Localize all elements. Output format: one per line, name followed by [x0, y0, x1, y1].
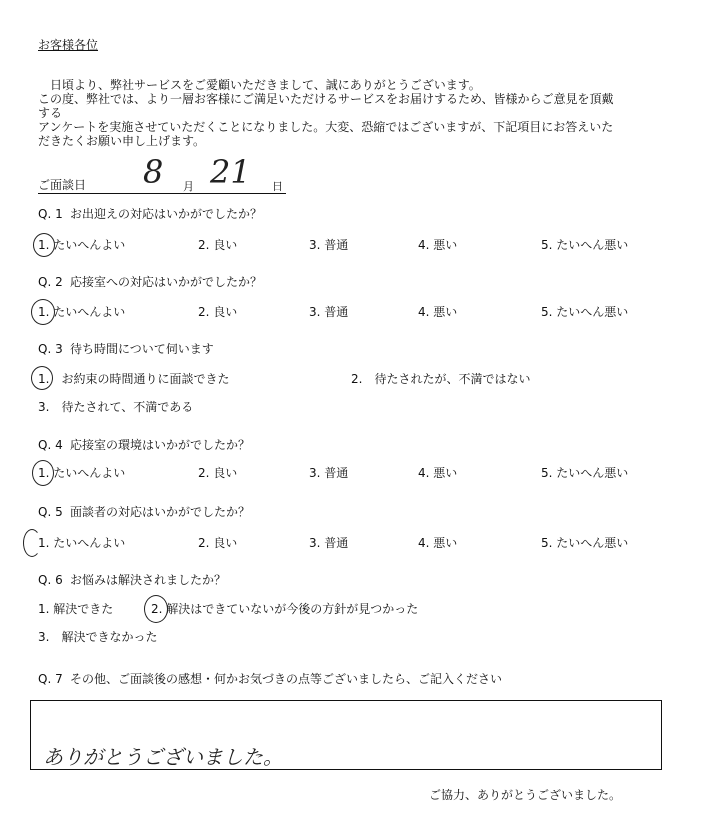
q6-selection-circle: [144, 595, 168, 623]
q6-option-2[interactable]: 2. 解決はできていないが今後の方針が見つかった: [151, 602, 419, 616]
q4-selection-circle: [32, 460, 54, 486]
question-text: その他、ご面談後の感想・何かお気づきの点等ございましたら、ご記入ください: [70, 672, 503, 686]
q6-option-3[interactable]: 3. 解決できなかった: [38, 630, 158, 644]
q3-option-3[interactable]: 3. 待たされて、不満である: [38, 400, 194, 414]
q2-option-1[interactable]: 1. たいへんよい: [38, 305, 126, 319]
q6-option-1[interactable]: 1. 解決できた: [38, 602, 114, 616]
q4-option-3[interactable]: 3. 普通: [309, 466, 349, 480]
q1-option-3[interactable]: 3. 普通: [309, 238, 349, 252]
q1-selection-circle: [33, 233, 55, 257]
q4-option-2[interactable]: 2. 良い: [198, 466, 238, 480]
question-text: お出迎えの対応はいかがでしたか？: [70, 207, 263, 221]
interview-date-underline: [38, 193, 286, 194]
question-text: 待ち時間について伺います: [70, 342, 214, 356]
q1-option-2[interactable]: 2. 良い: [198, 238, 238, 252]
question-number: Q. 5: [38, 505, 63, 519]
q2-option-4[interactable]: 4. 悪い: [418, 305, 458, 319]
question-number: Q. 6: [38, 573, 63, 587]
question-text: 応接室の環境はいかがでしたか？: [70, 438, 251, 452]
interview-day-unit: 日: [272, 180, 283, 193]
q4-option-5[interactable]: 5. たいへん悪い: [541, 466, 629, 480]
interview-month-unit: 月: [183, 180, 194, 193]
interview-month-value[interactable]: 8: [143, 153, 164, 191]
q4-option-1[interactable]: 1. たいへんよい: [38, 466, 126, 480]
footer-thanks: ご協力、ありがとうございました。: [429, 788, 622, 802]
intro-line-4: アンケートを実施させていただくことになりました。大変、恐縮ではございますが、下記項目にお答えいた: [38, 120, 614, 134]
q1-option-1[interactable]: 1. たいへんよい: [38, 238, 126, 252]
interview-date-label: ご面談日: [38, 178, 87, 192]
q1-option-5[interactable]: 5. たいへん悪い: [541, 238, 629, 252]
question-text: お悩みは解決されましたか？: [70, 573, 227, 587]
intro-line-1: 日頃より、弊社サービスをご愛顧いただきまして、誠にありがとうございます。: [38, 78, 481, 92]
q5-option-3[interactable]: 3. 普通: [309, 536, 349, 550]
q5-selection-circle: [23, 529, 41, 557]
q1-option-4[interactable]: 4. 悪い: [418, 238, 458, 252]
comment-handwritten-text: ありがとうございました。: [43, 745, 283, 769]
q5-option-5[interactable]: 5. たいへん悪い: [541, 536, 629, 550]
question-number: Q. 2: [38, 275, 63, 289]
question-number: Q. 1: [38, 207, 63, 221]
interview-day-value[interactable]: 21: [210, 153, 251, 191]
q2-selection-circle: [31, 299, 55, 325]
q2-option-5[interactable]: 5. たいへん悪い: [541, 305, 629, 319]
question-number: Q. 3: [38, 342, 63, 356]
question-number: Q. 4: [38, 438, 63, 452]
question-text: 応接室への対応はいかがでしたか？: [70, 275, 263, 289]
q2-option-3[interactable]: 3. 普通: [309, 305, 349, 319]
q5-option-1[interactable]: 1. たいへんよい: [38, 536, 126, 550]
q3-selection-circle: [31, 366, 53, 390]
intro-line-2: この度、弊社では、より一層お客様にご満足いただけるサービスをお届けするため、皆様からご意見を頂戴: [38, 92, 614, 106]
question-text: 面談者の対応はいかがでしたか？: [70, 505, 251, 519]
q5-option-2[interactable]: 2. 良い: [198, 536, 238, 550]
q3-option-1[interactable]: 1. お約束の時間通りに面談できた: [38, 372, 230, 386]
q5-option-4[interactable]: 4. 悪い: [418, 536, 458, 550]
intro-line-5: だきたくお願い申し上げます。: [38, 134, 206, 148]
page-title: お客様各位: [38, 38, 99, 52]
q4-option-4[interactable]: 4. 悪い: [418, 466, 458, 480]
q3-option-2[interactable]: 2. 待たされたが、不満ではない: [351, 372, 531, 386]
question-number: Q. 7: [38, 672, 63, 686]
q2-option-2[interactable]: 2. 良い: [198, 305, 238, 319]
comment-box[interactable]: [30, 700, 662, 770]
intro-line-3: する: [38, 106, 63, 120]
